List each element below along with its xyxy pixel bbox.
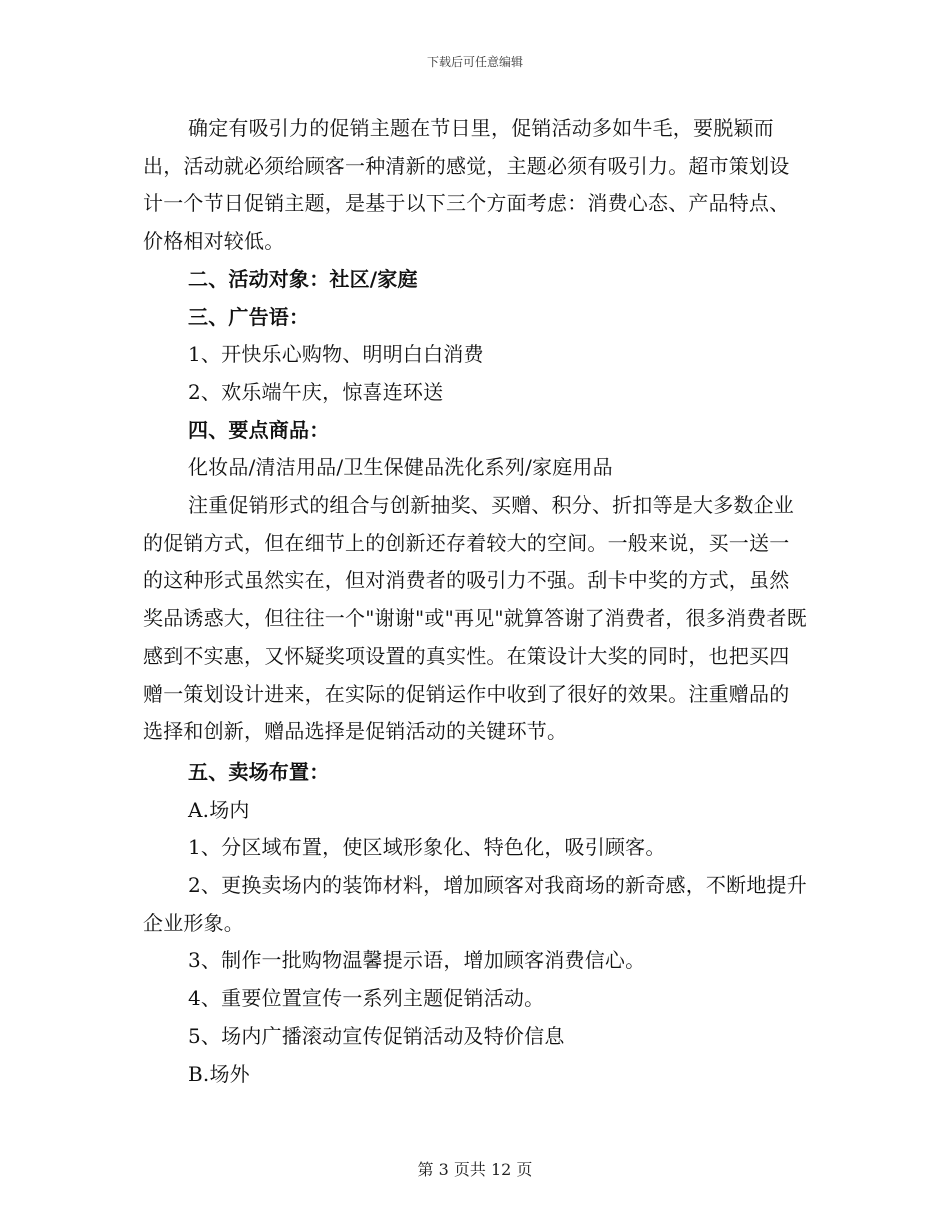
- heading-target-audience: 二、活动对象：社区/家庭: [188, 266, 418, 291]
- subheading-indoor: A.场内: [188, 797, 250, 822]
- heading-key-products: 四、要点商品：: [188, 417, 330, 442]
- slogan-item-2: 2、欢乐端午庆，惊喜连环送: [188, 379, 444, 404]
- document-body: [143, 110, 808, 1093]
- indoor-item-2: 2、更换卖场内的装饰材料，增加顾客对我商场的新奇感，不断地提升企业形象。: [143, 873, 807, 935]
- page-footer: 第 3 页共 12 页: [417, 1160, 533, 1179]
- paragraph-theme: 确定有吸引力的促销主题在节日里，促销活动多如牛毛，要脱颖而出，活动就必须给顾客一种清新的感觉，主题必须有吸引力。超市策划设计一个节日促销主题，是基于以下三个方面考虑：消费心态、产品特点、价格相对较低。: [143, 116, 790, 254]
- paragraph-promotion-forms: 注重促销形式的组合与创新抽奖、买赠、积分、折扣等是大多数企业的促销方式，但在细节上的创新还存着较大的空间。一般来说，买一送一的这种形式虽然实在，但对消费者的吸引力不强。刮卡中奖的方式，虽然奖品诱惑大，但往往一个"谢谢"或"再见"就算答谢了消费者，很多消费者既感到不实惠，又怀疑奖项设置的真实性。在策设计大奖的同时，也把买四赠一策划设计进来，在实际的促销运作中收到了很好的效果。注重赠品的选择和创新，赠品选择是促销活动的关键环节。: [143, 493, 807, 744]
- heading-store-layout: 五、卖场布置：: [188, 759, 330, 784]
- indoor-item-5: 5、场内广播滚动宣传促销活动及特价信息: [188, 1023, 565, 1048]
- subheading-outdoor: B.场外: [188, 1061, 250, 1086]
- page-header: 下载后可任意编辑: [426, 55, 523, 69]
- heading-slogan: 三、广告语：: [188, 304, 310, 329]
- indoor-item-4: 4、重要位置宣传一系列主题促销活动。: [188, 986, 545, 1011]
- key-products-list: 化妆品/清洁用品/卫生保健品洗化系列/家庭用品: [188, 455, 613, 480]
- slogan-item-1: 1、开快乐心购物、明明白白消费: [188, 342, 484, 367]
- indoor-item-3: 3、制作一批购物温馨提示语，增加顾客消费信心。: [188, 948, 646, 973]
- indoor-item-1: 1、分区域布置，使区域形象化、特色化，吸引顾客。: [188, 835, 666, 860]
